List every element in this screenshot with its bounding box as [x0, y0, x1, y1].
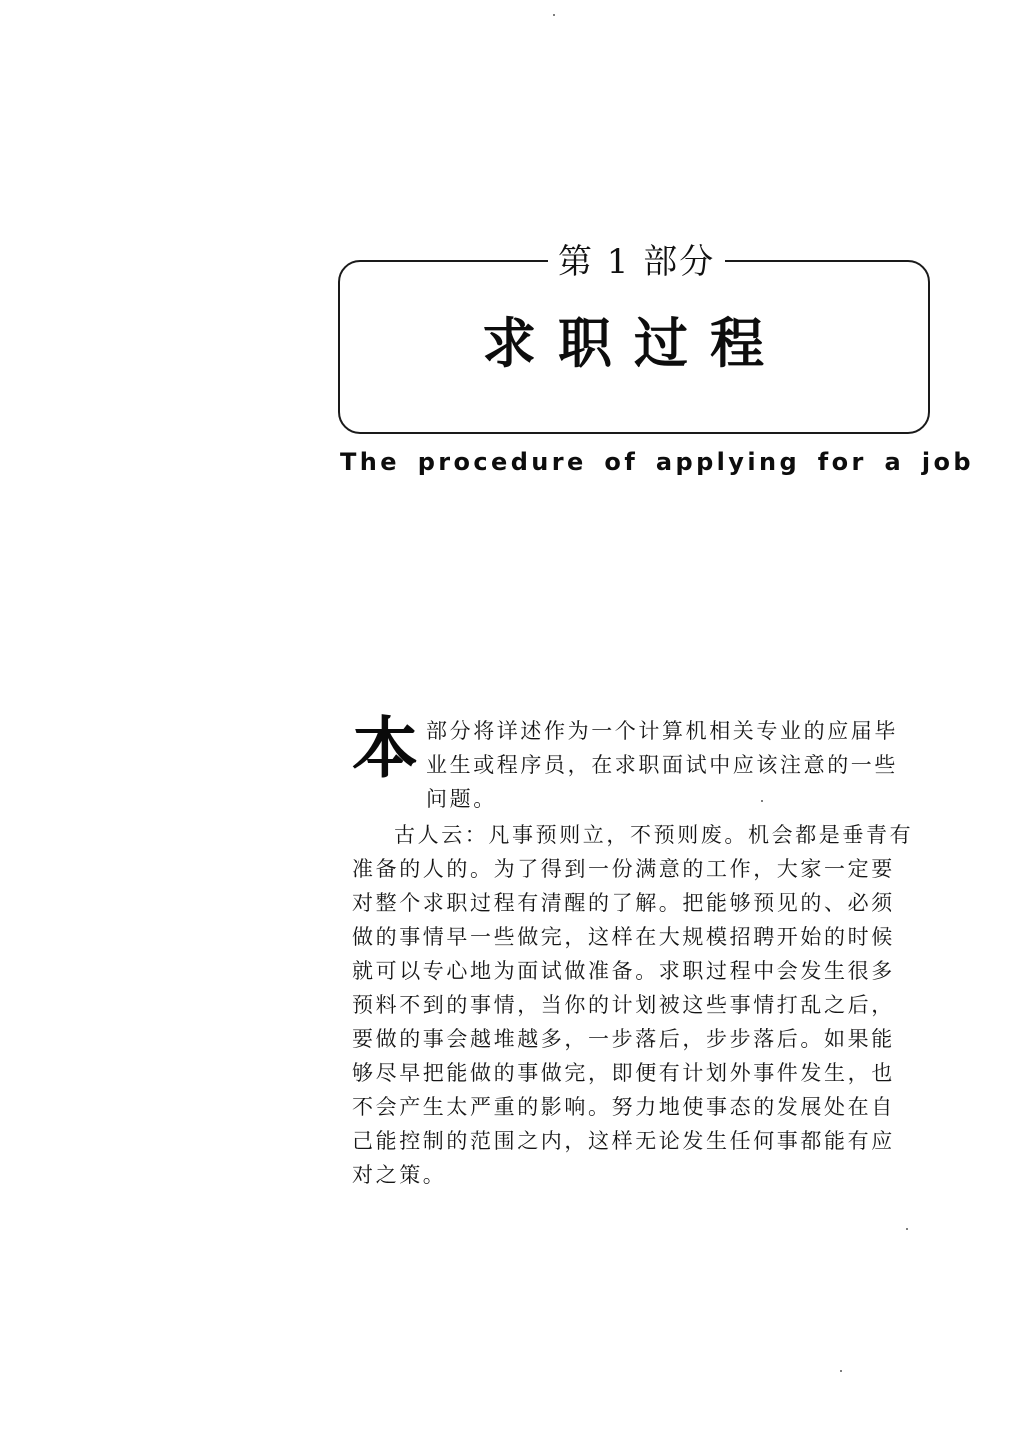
part-english-subtitle: The procedure of applying for a job — [340, 448, 974, 476]
body-paragraph: 古人云：凡事预则立，不预则废。机会都是垂青有准备的人的。为了得到一份满意的工作，大家一定要对整个求职过程有清醒的了解。把能够预见的、必须做的事情早一些做完，这样在大规模招聘开始的时候就可以专心地为面试做准备。求职过程中会发生很多预料不到的事情，当你的计划被这些事情打乱之后，要做的事会越堆越多，一步落后，步步落后。如果能够尽早把能做的事做完，即便有计划外事件发生，也不会产生太严重的影响。努力地使事态的发展处在自己能控制的范围之内，这样无论发生任何事都能有应对之策。 — [352, 823, 914, 1187]
part-number-label: 第 1 部分 — [548, 240, 725, 284]
body-text — [352, 710, 914, 1192]
scan-speck — [840, 1370, 842, 1372]
intro-text: 部分将详述作为一个计算机相关专业的应届毕业生或程序员，在求职面试中应该注意的一些问题。 — [426, 719, 898, 811]
part-title: 求职过程 — [482, 312, 786, 375]
intro-paragraph — [352, 710, 914, 816]
scan-speck — [761, 800, 763, 802]
drop-cap: 本 — [352, 710, 418, 787]
scan-speck — [553, 14, 555, 16]
scan-speck — [906, 1228, 908, 1230]
